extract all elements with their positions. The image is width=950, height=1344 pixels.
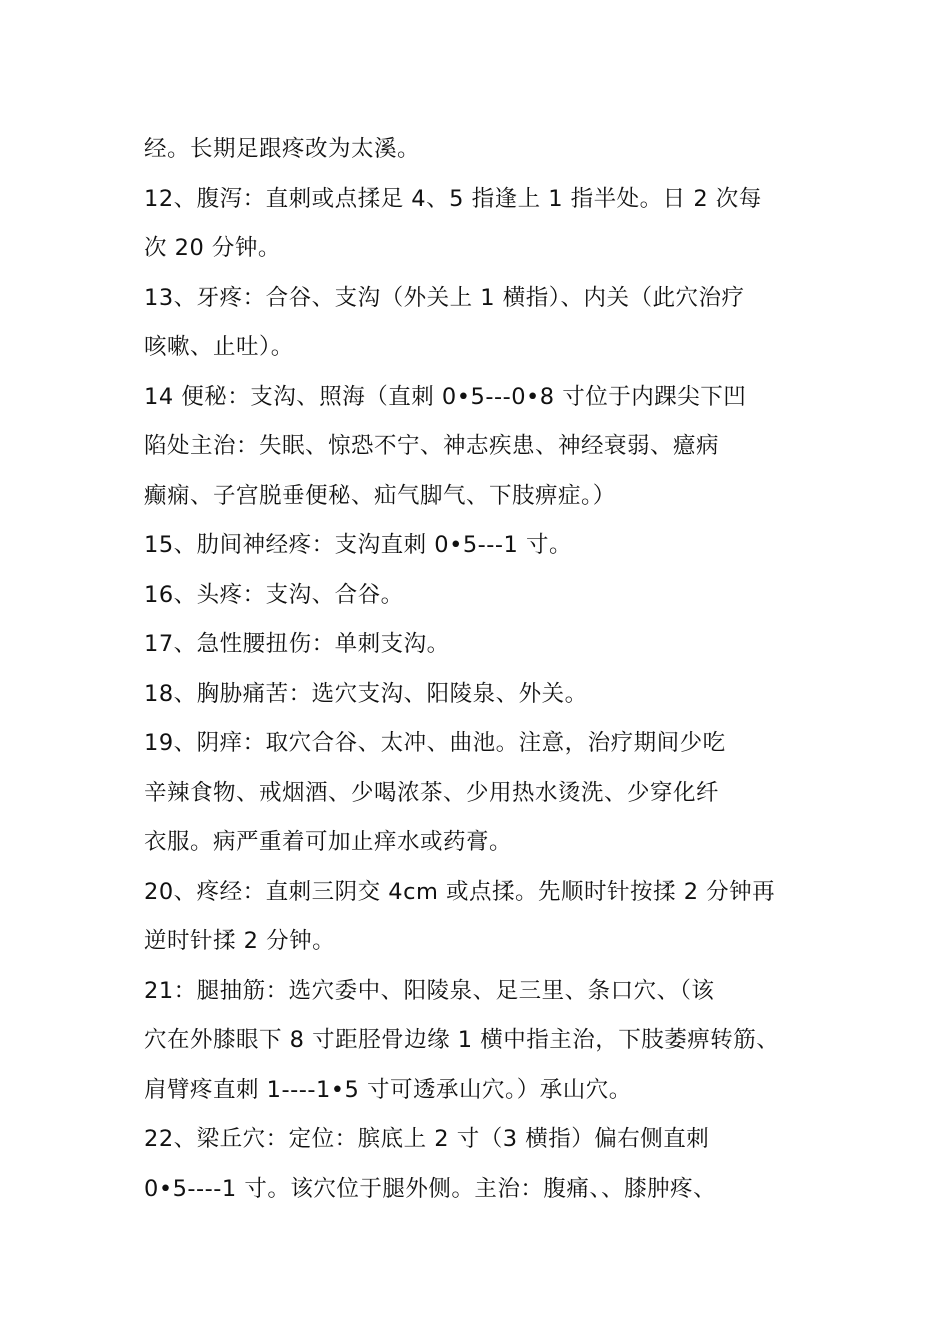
text-line: 14 便秘：支沟、照海（直刺 0•5---0•8 寸位于内踝尖下凹	[144, 383, 747, 410]
text-line: 肩臂疼直刺 1----1•5 寸可透承山穴。）承山穴。	[144, 1076, 632, 1103]
text-line: 经。长期足跟疼改为太溪。	[144, 136, 421, 162]
text-line: 穴在外膝眼下 8 寸距胫骨边缘 1 横中指主治，下肢萎痹转筋、	[144, 1027, 780, 1053]
text-line: 20、疼经：直刺三阴交 4cm 或点揉。先顺时针按揉 2 分钟再	[144, 878, 776, 905]
document-body	[144, 125, 834, 1214]
text-line: 16、头疼：支沟、合谷。	[144, 581, 404, 608]
text-line: 12、腹泻：直刺或点揉足 4、5 指逢上 1 指半处。日 2 次每	[144, 185, 762, 212]
text-line: 18、胸胁痛苦：选穴支沟、阳陵泉、外关。	[144, 680, 588, 707]
text-line: 21：腿抽筋：选穴委中、阳陵泉、足三里、条口穴、（该	[144, 977, 715, 1004]
text-line: 陷处主治：失眠、惊恐不宁、神志疾患、神经衰弱、癔病	[144, 433, 720, 459]
text-line: 15、肋间神经疼：支沟直刺 0•5---1 寸。	[144, 532, 573, 558]
text-line: 13、牙疼：合谷、支沟（外关上 1 横指）、内关（此穴治疗	[144, 284, 745, 311]
text-line: 咳嗽、止吐）。	[144, 334, 294, 360]
text-line: 0•5----1 寸。该穴位于腿外侧。主治：腹痛、、膝肿疼、	[144, 1175, 717, 1202]
text-line: 辛辣食物、戒烟酒、少喝浓茶、少用热水烫洗、少穿化纤	[144, 779, 720, 806]
text-line: 22、梁丘穴：定位：膑底上 2 寸（3 横指）偏右侧直刺	[144, 1126, 710, 1152]
text-line: 19、阴痒：取穴合谷、太冲、曲池。注意，治疗期间少吃	[144, 730, 726, 756]
text-line: 逆时针揉 2 分钟。	[144, 928, 336, 954]
text-line: 衣服。病严重着可加止痒水或药膏。	[144, 829, 513, 855]
text-line: 次 20 分钟。	[144, 235, 281, 261]
text-line: 17、急性腰扭伤：单刺支沟。	[144, 631, 450, 657]
text-line: 癫痫、子宫脱垂便秘、疝气脚气、下肢痹症。）	[144, 482, 616, 509]
